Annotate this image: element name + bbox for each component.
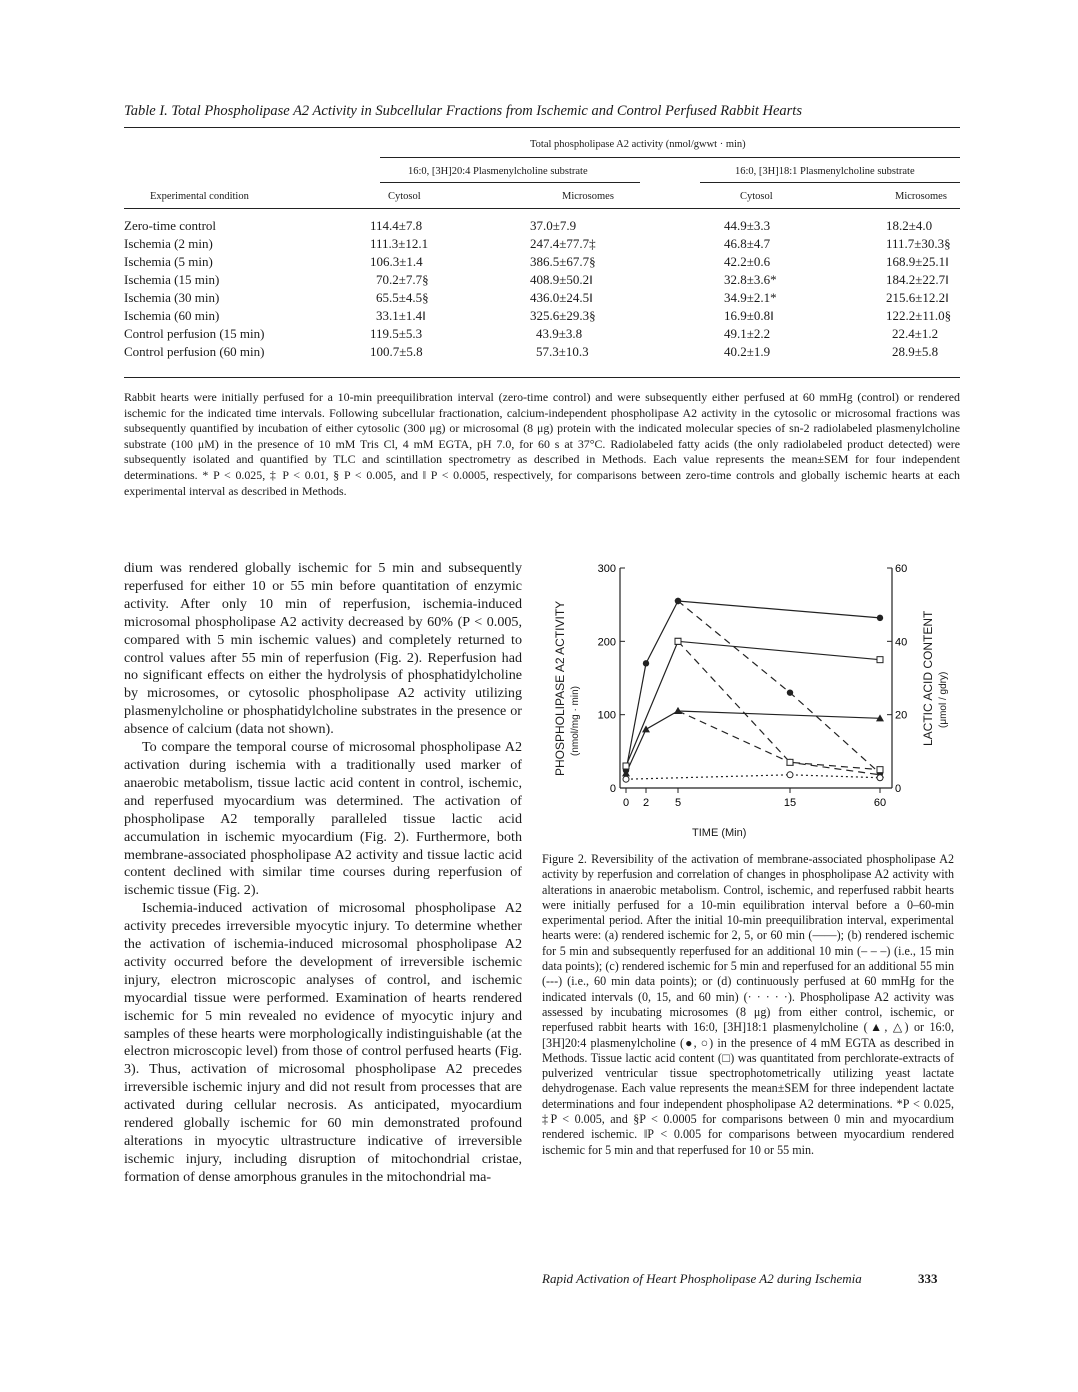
- cell-cytosol-18-1: 46.8±4.7: [724, 236, 771, 251]
- left-tick-label: 200: [597, 636, 616, 649]
- cell-cytosol-18-1: 16.9±0.8‖: [724, 308, 774, 323]
- cell-cytosol-18-1: 34.9±2.1*: [724, 290, 777, 305]
- plot-area: [598, 563, 908, 809]
- table-group-2: 16:0, [3H]18:1 Plasmenylcholine substrate: [735, 166, 915, 177]
- table-bottom-rule: [124, 377, 960, 378]
- cell-cytosol-18-1: 44.9±3.3: [724, 218, 771, 233]
- data-point-circle: [787, 689, 793, 695]
- data-point-square: [877, 767, 883, 773]
- x-tick-label: 2: [642, 797, 650, 809]
- row-condition: Ischemia (60 min): [124, 308, 220, 323]
- y-right-units: (μmol / gdry): [938, 671, 949, 728]
- right-tick-label: 60: [895, 563, 908, 575]
- row-condition: Ischemia (15 min): [124, 272, 220, 287]
- x-tick-label: 5: [674, 797, 682, 809]
- x-tick-label: 0: [622, 797, 630, 809]
- row-condition: Zero-time control: [124, 218, 217, 233]
- cell-microsomes-20-4: 408.9±50.2‖: [530, 272, 593, 287]
- cell-cytosol-18-1: 40.2±1.9: [724, 344, 771, 359]
- body-text: [124, 560, 522, 1187]
- cell-microsomes-18-1: 184.2±22.7‖: [886, 272, 949, 287]
- data-point-open: [787, 772, 793, 778]
- col-microsomes-2: Microsomes: [895, 191, 947, 202]
- figure-2-chart: [542, 556, 954, 846]
- data-point-square: [877, 657, 883, 663]
- series-line: [678, 711, 880, 775]
- table-header-main: Total phospholipase A2 activity (nmol/gwwt · min): [530, 139, 746, 150]
- x-tick-label: 15: [783, 797, 797, 809]
- x-tick-label: 60: [873, 797, 887, 809]
- row-condition: Ischemia (2 min): [124, 236, 213, 251]
- series-line: [678, 641, 880, 769]
- left-tick-label: 300: [597, 563, 616, 575]
- cell-microsomes-20-4: 247.4±77.7‡: [530, 236, 596, 251]
- header-bottom-rule: [124, 208, 960, 209]
- data-point-square: [623, 763, 629, 769]
- left-tick-label: 100: [597, 709, 616, 722]
- x-label: TIME (Min): [692, 827, 747, 839]
- right-tick-label: 20: [895, 709, 908, 722]
- left-tick-label: 0: [609, 783, 616, 795]
- paragraph: dium was rendered globally ischemic for 5 min and subsequently reperfused for either 10 or 55 min before quantitation of enzymic activity. After only 10 min of reperfusion, ischemia-induced microsomal phospholipase A2 activity decreased by 60% (P < 0.005, compared with 5 min ischemic values) and completely returned to control values after 55 min of reperfusion (Fig. 2). Reperfusion had no significant effects on either the hydrolysis of phosphatidylcholine by microsomes, or cytosolic phospholipase A2 activity utilizing plasmenylcholine or phosphatidylcholine substrates in the presence or absence of calcium (data not shown).: [124, 560, 522, 738]
- y-left-units: (nmol/mg · min): [570, 685, 581, 756]
- cell-cytosol-20-4: 33.1±1.4‖: [376, 308, 426, 323]
- cell-microsomes-18-1: 122.2±11.0§: [886, 308, 952, 323]
- series-line: [626, 711, 880, 773]
- header-rule-1: [380, 157, 960, 158]
- col-cytosol-2: Cytosol: [740, 191, 773, 202]
- cell-microsomes-18-1: 168.9±25.1‖: [886, 254, 949, 269]
- series-line: [678, 601, 880, 773]
- paragraph: To compare the temporal course of microsomal phospholipase A2 activation during ischemia with a traditionally used marker of anaerobic metabolism, tissue lactic acid content in control, ischemic, and reperfused myocardium was determined. The activation of phospholipase A2 temporally paralleled tissue lactic acid accumulation in ischemic myocardium (Fig. 2). Furthermore, both membrane-associated phospholipase A2 activity and tissue lactic acid content declined with similar time courses during reperfusion of ischemic tissue (Fig. 2).: [124, 739, 522, 899]
- series-line: [626, 601, 880, 770]
- cell-microsomes-20-4: 37.0±7.9: [530, 218, 577, 233]
- cell-cytosol-18-1: 32.8±3.6*: [724, 272, 777, 287]
- cell-cytosol-20-4: 100.7±5.8: [370, 344, 423, 359]
- cell-microsomes-20-4: 436.0±24.5‖: [530, 290, 593, 305]
- table-group-1: 16:0, [3H]20:4 Plasmenylcholine substrate: [408, 166, 588, 177]
- figure-caption: Figure 2. Reversibility of the activation of membrane-associated phospholipase A2 activity by reperfusion and correlation of changes in phospholipase A2 activity with alterations in anaerobic metabolism. Control, ischemic, and reperfused rabbit hearts were initially perfused for a 10-min equilibration interval before a 0–60-min experimental period. After the initial 10-min preequilibration interval, experimental hearts were: (a) rendered ischemic for 2, 5, or 60 min (——); (b) rendered ischemic for 5 min and subsequently reperfused for an additional 10 min (– – –) (i.e., 15 min data points); (c) rendered ischemic for 5 min and reperfused for an additional 55 min (---) (i.e., 60 min data points); or (d) continuously perfused at 60 mmHg for the indicated intervals (0, 15, and 60 min) (· · · · ·). Phospholipase A2 activity was assessed by incubating microsomes (8 μg) from either control, ischemic, or reperfused rabbit hearts with 16:0, [3H]18:1 plasmenylcholine (▲, △) or 16:0, [3H]20:4 plasmenylcholine (●, ○) in the presence of 4 mM EGTA as described in Methods. Tissue lactic acid content (□) was quantitated from perchlorate-extracts of pulverized ventricular tissue spectrophotometrically utilizing yeast lactate dehydrogenase. Each value represents the mean±SEM for three independent lactate determinations and four independent phospholipase A2 determinations. *P < 0.025, ‡P < 0.005, and §P < 0.0005 for comparisons between 0 min and myocardium rendered ischemic. ‖P < 0.005 for comparisons between myocardium rendered ischemic for 5 min and that reperfused for 10 or 55 min.: [542, 852, 954, 1157]
- col-cytosol-1: Cytosol: [388, 191, 421, 202]
- cell-microsomes-20-4: 386.5±67.7§: [530, 254, 596, 269]
- cell-cytosol-20-4: 65.5±4.5§: [376, 290, 429, 305]
- cell-microsomes-20-4: 57.3±10.3: [536, 344, 589, 359]
- col-microsomes-1: Microsomes: [562, 191, 614, 202]
- cell-microsomes-20-4: 325.6±29.3§: [530, 308, 596, 323]
- data-point-circle: [675, 598, 681, 604]
- cell-microsomes-18-1: 28.9±5.8: [892, 344, 939, 359]
- data-point-square: [675, 638, 681, 644]
- series-line: [626, 775, 880, 779]
- data-point-triangle: [674, 707, 682, 714]
- cell-microsomes-18-1: 111.7±30.3§: [886, 236, 951, 251]
- cell-microsomes-18-1: 18.2±4.0: [886, 218, 933, 233]
- cell-microsomes-18-1: 215.6±12.2‖: [886, 290, 949, 305]
- data-point-triangle: [642, 725, 650, 732]
- right-tick-label: 0: [895, 783, 902, 795]
- data-point-square: [787, 759, 793, 765]
- right-tick-label: 40: [895, 636, 908, 649]
- cell-microsomes-18-1: 22.4±1.2: [892, 326, 939, 341]
- table-top-rule: [124, 127, 960, 128]
- running-head: Rapid Activation of Heart Phospholipase A2 during Ischemia: [542, 1271, 862, 1286]
- cell-cytosol-20-4: 111.3±12.1: [370, 236, 429, 251]
- cell-cytosol-20-4: 70.2±7.7§: [376, 272, 429, 287]
- header-rule-2b: [700, 182, 960, 183]
- page-number: 333: [918, 1271, 938, 1286]
- data-point-open: [877, 775, 883, 781]
- y-left-label: PHOSPHOLIPASE A2 ACTIVITY: [553, 600, 567, 776]
- col-condition: Experimental condition: [150, 191, 249, 202]
- data-point-open: [623, 776, 629, 782]
- row-condition: Ischemia (30 min): [124, 290, 220, 305]
- row-condition: Control perfusion (60 min): [124, 344, 265, 359]
- paragraph: Ischemia-induced activation of microsomal phospholipase A2 activity precedes irreversible myocytic injury. To determine whether the activation of ischemia-induced microsomal phospholipase A2 activity occurred before the development of irreversible ischemic injury, electron microscopic analyses of control, and ischemic myocardial tissue were performed. Examination of hearts rendered ischemic for 5 min revealed no evidence of myocytic injury and samples of these hearts were morphologically indistinguishable (at the electron microscopic level) from those of control perfused hearts (Fig. 3). Thus, activation of microsomal phospholipase A2 precedes irreversible ischemic injury and did not result from processes that are activated during cellular necrosis. As anticipated, myocardium rendered globally ischemic for 60 min demonstrated profound alterations in myocytic ultrastructure indicative of irreversible ischemic injury, including disruption of mitochondrial cristae, formation of dense amorphous granules in the mitochondrial ma-: [124, 900, 522, 1185]
- cell-cytosol-20-4: 106.3±1.4: [370, 254, 423, 269]
- row-condition: Control perfusion (15 min): [124, 326, 265, 341]
- table-footnote: Rabbit hearts were initially perfused for a 10-min preequilibration interval (zero-time control) and were subsequently either perfused at 60 mmHg (control) or rendered ischemic for the indicated time intervals. Following subcellular fractionation, calcium-independent phospholipase A2 activity in the cytosolic or microsomal fractions was subsequently quantified by incubation of either cytosolic (300 μg) or microsomal (8 μg) protein with the indicated molecular species of sn-2 radiolabeled plasmenylcholine substrate (100 μM) in the presence of 10 mM Tris Cl, 4 mM EGTA, pH 7.0, for 60 s at 37°C. Radiolabeled fatty acids (the only radiolabeled product detected) were subsequently isolated and quantified by TLC and scintillation spectrometry as described in Methods. Each value represents the mean±SEM for four independent determinations. * P < 0.025, ‡ P < 0.01, § P < 0.005, and ‖ P < 0.0005, respectively, for comparisons between zero-time controls and globally ischemic hearts at each experimental interval as described in Methods.: [124, 390, 960, 498]
- header-rule-2a: [380, 182, 640, 183]
- cell-cytosol-18-1: 42.2±0.6: [724, 254, 771, 269]
- table-title: Table I. Total Phospholipase A2 Activity in Subcellular Fractions from Ischemic and Control Perfused Rabbit Hearts: [124, 103, 802, 119]
- cell-microsomes-20-4: 43.9±3.8: [536, 326, 583, 341]
- cell-cytosol-20-4: 119.5±5.3: [370, 326, 423, 341]
- series-line: [626, 641, 880, 766]
- cell-cytosol-18-1: 49.1±2.2: [724, 326, 771, 341]
- row-condition: Ischemia (5 min): [124, 254, 213, 269]
- y-right-label: LACTIC ACID CONTENT: [921, 610, 935, 746]
- cell-cytosol-20-4: 114.4±7.8: [370, 218, 423, 233]
- data-point-circle: [643, 660, 649, 666]
- data-point-circle: [877, 615, 883, 621]
